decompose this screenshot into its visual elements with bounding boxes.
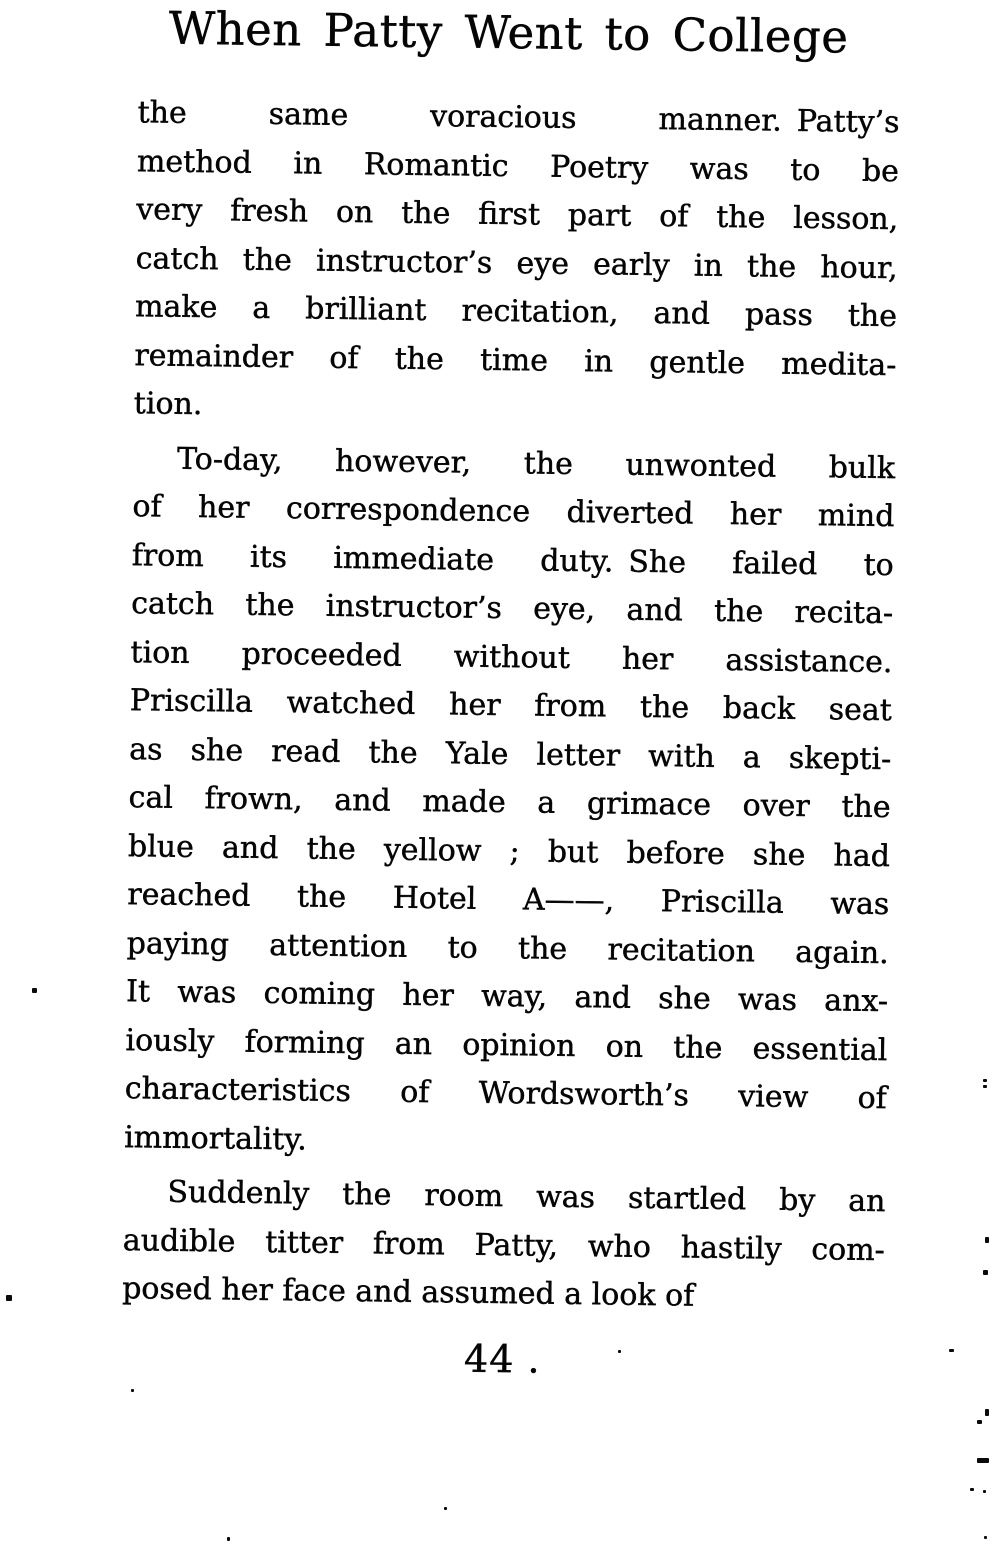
scan-speck [6,1295,12,1301]
text-line: posed her face and assumed a look of [121,1271,695,1314]
paragraph [124,435,895,1172]
scan-speck [444,1507,447,1510]
text-line: immortality. [123,1119,307,1158]
scan-speck [985,1237,989,1243]
scan-speck [970,1488,974,1491]
scan-speck [983,1490,986,1493]
scan-speck [984,1536,987,1539]
text-line: iously forming an opinion on the essential [125,1022,888,1068]
scan-speck [977,1458,989,1463]
text-line: tion proceeded without her assistance. [130,634,893,680]
text-line: Suddenly the room was startled by an [167,1174,886,1220]
text-line: remainder of the time in gentle medita- [134,337,897,383]
text-line: very fresh on the first part of the lesson, [136,192,899,238]
scan-speck [949,1349,954,1352]
scan-speck [977,1420,982,1424]
paragraph [122,1168,886,1323]
text-line: blue and the yellow ; but before she had [127,828,891,874]
page-number: 44 . [463,1336,541,1382]
text-line: method in Romantic Poetry was to be [136,143,900,189]
scan-speck [618,1350,621,1353]
text-line: catch the instructor’s eye, and the recita- [130,586,894,632]
text-line: the same voracious manner. Patty’s [137,95,900,141]
scan-speck [131,1389,134,1392]
text-line: from its immediate duty. She failed to [131,537,894,583]
text-line: audible titter from Patty, who hastily com- [122,1222,886,1268]
text-line: catch the instructor’s eye early in the hour, [135,240,898,286]
text-line: cal frown, and made a grimace over the [128,780,891,826]
text-line: make a brilliant recitation, and pass the [134,289,898,335]
text-line: It was coming her way, and she was anx- [125,974,889,1020]
scan-speck [32,988,37,993]
text-block [121,89,900,1388]
text-line: characteristics of Wordsworth’s view of [124,1071,888,1117]
text-line: of her correspondence diverted her mind [132,489,895,535]
text-line: tion. [133,386,203,423]
scan-speck [227,1537,230,1541]
text-line: as she read the Yale letter with a skepti- [129,731,892,777]
paragraph [133,89,899,438]
page-title: When Patty Went to College [168,1,849,64]
text-line: paying attention to the recitation again. [126,925,889,971]
scan-speck [983,1085,987,1088]
scan-speck [985,1409,989,1416]
scan-speck [983,1270,988,1275]
text-line: Priscilla watched her from the back seat [129,683,893,729]
text-line: reached the Hotel A——, Priscilla was [127,877,890,923]
scan-speck [983,1079,987,1082]
text-line: To-day, however, the unwonted bulk [176,441,896,486]
